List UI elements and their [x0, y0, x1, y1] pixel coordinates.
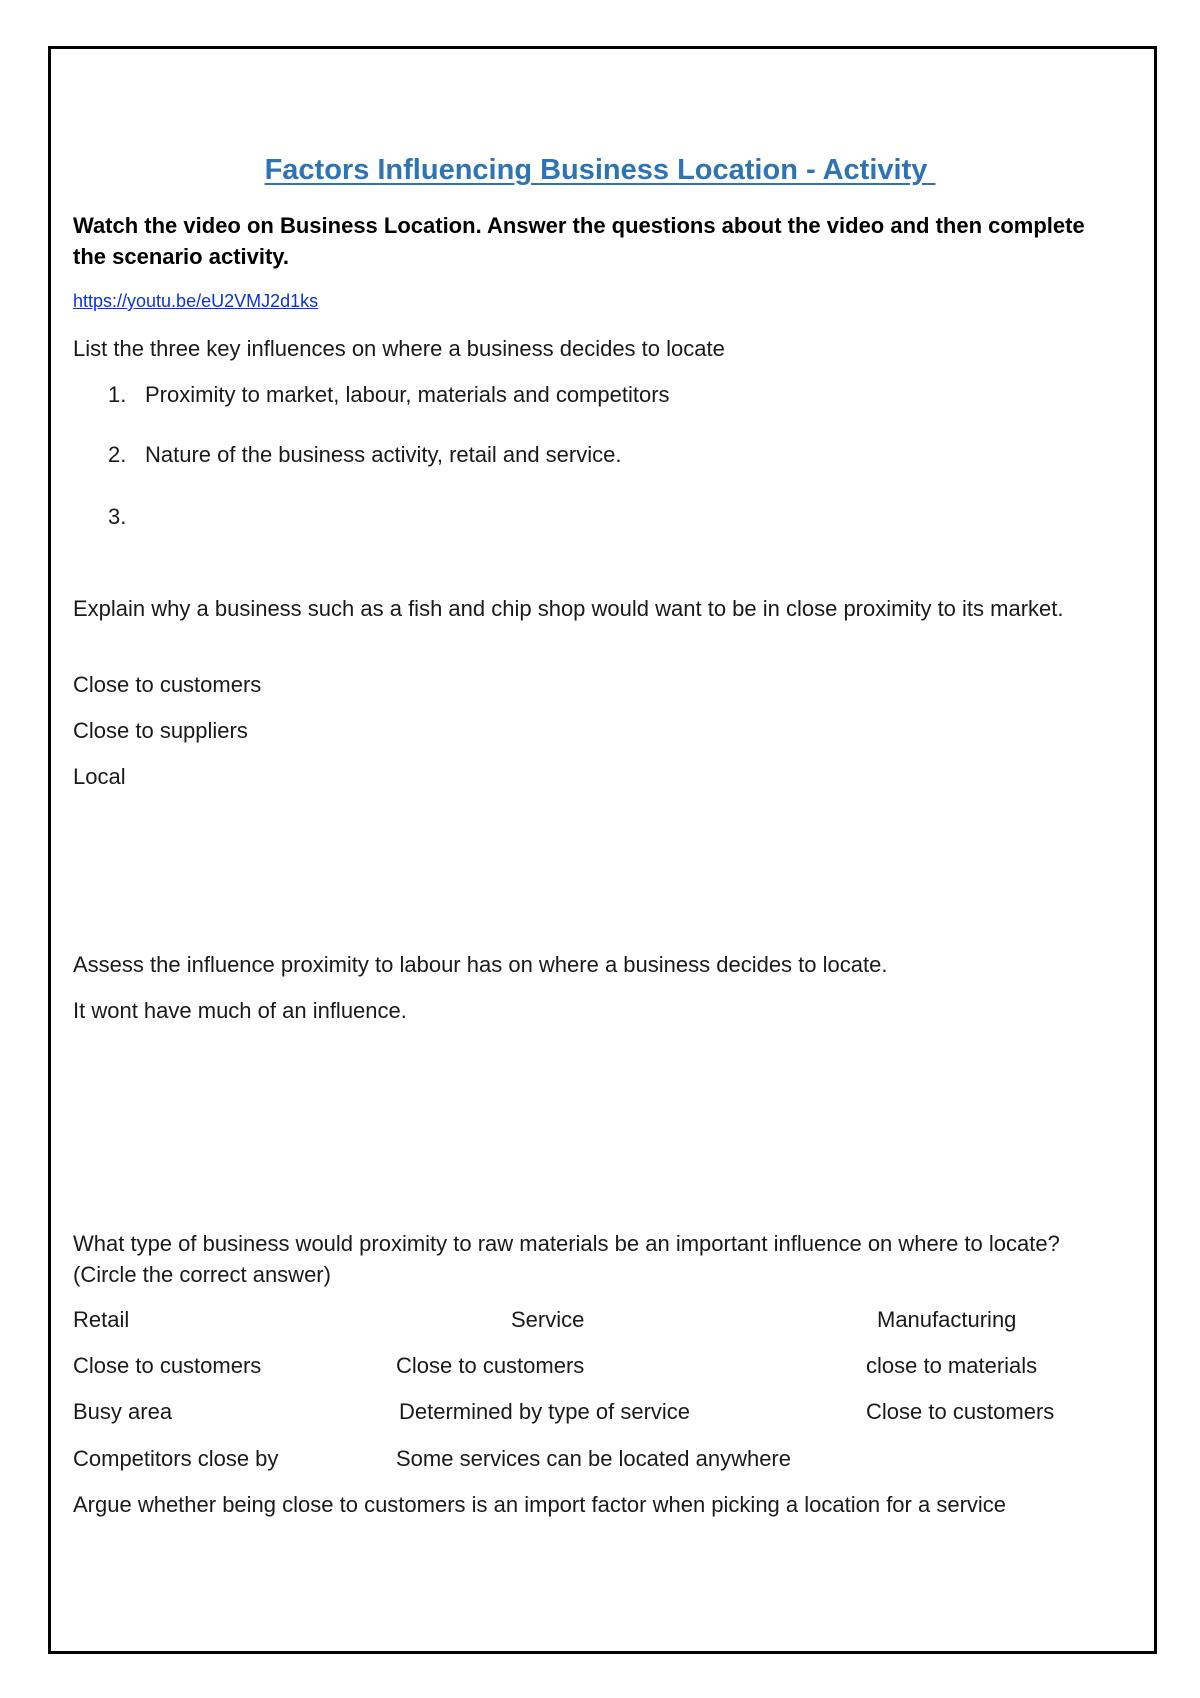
- q2-answer-line[interactable]: Close to suppliers: [73, 718, 248, 743]
- option-manufacturing[interactable]: Manufacturing: [877, 1307, 1017, 1332]
- document-title: Factors Influencing Business Location - Activity: [264, 154, 936, 186]
- retail-point: Busy area: [73, 1399, 173, 1424]
- service-point: Some services can be located anywhere: [396, 1446, 791, 1471]
- video-link[interactable]: https://youtu.be/eU2VMJ2d1ks: [73, 291, 319, 311]
- q1-answer-2[interactable]: Nature of the business activity, retail and service.: [145, 442, 622, 467]
- q1-answer-1[interactable]: Proximity to market, labour, materials and competitors: [145, 382, 670, 407]
- service-point: Determined by type of service: [399, 1399, 691, 1424]
- q3-answer[interactable]: It wont have much of an influence.: [73, 998, 407, 1023]
- q3-prompt: Assess the influence proximity to labour has on where a business decides to locate.: [73, 952, 888, 977]
- q4-prompt: What type of business would proximity to raw materials be an important influence on where to locate? (Circle the correct answer): [73, 1231, 1060, 1287]
- manufacturing-point: Close to customers: [866, 1399, 1055, 1424]
- q2-answer-line[interactable]: Local: [73, 764, 126, 789]
- service-point: Close to customers: [396, 1353, 585, 1378]
- q1-item-number: 3.: [108, 504, 127, 529]
- q1-item-number: 1.: [108, 382, 127, 407]
- q1-item-number: 2.: [108, 442, 127, 467]
- q1-prompt: List the three key influences on where a business decides to locate: [73, 336, 725, 361]
- option-service[interactable]: Service: [511, 1307, 585, 1332]
- manufacturing-point: close to materials: [866, 1353, 1038, 1378]
- q5-prompt: Argue whether being close to customers is an import factor when picking a location for a service: [73, 1492, 1007, 1517]
- q2-answer-line[interactable]: Close to customers: [73, 672, 262, 697]
- q2-prompt: Explain why a business such as a fish and chip shop would want to be in close proximity to its market.: [73, 596, 1064, 621]
- q1-answer-3[interactable]: [145, 502, 545, 532]
- retail-point: Close to customers: [73, 1353, 262, 1378]
- retail-point: Competitors close by: [73, 1446, 279, 1471]
- option-retail[interactable]: Retail: [73, 1307, 130, 1332]
- intro-instructions: Watch the video on Business Location. Answer the questions about the video and then complete the scenario activity.: [73, 213, 1085, 269]
